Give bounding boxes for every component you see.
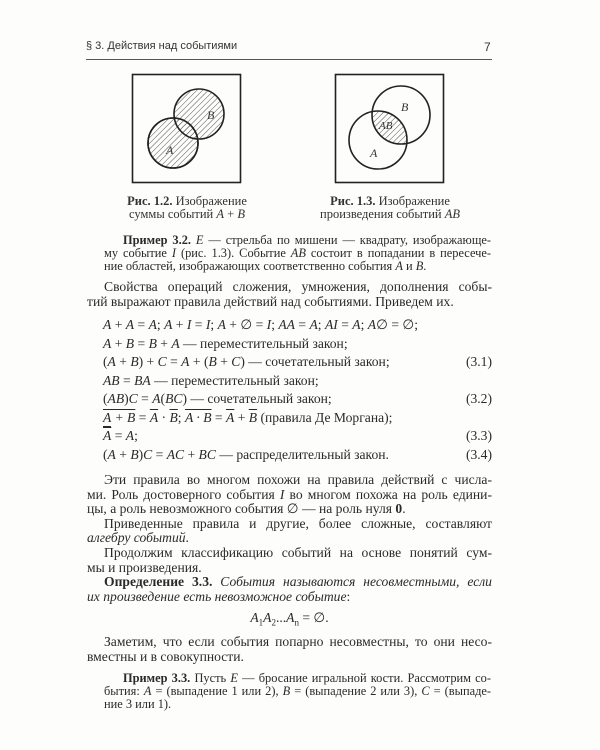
italic-run: C	[421, 683, 430, 698]
label-ab: AB	[379, 120, 393, 132]
bold-run: Рис. 1.3.	[330, 194, 376, 208]
text-run: ние областей, изображающих соответственно события	[104, 258, 396, 273]
equation-number: (3.3)	[465, 428, 492, 443]
circle-b	[174, 89, 224, 139]
text-run: и	[402, 258, 416, 273]
text-run: =	[134, 317, 149, 332]
text-run: =	[119, 372, 135, 388]
italic-run: B	[125, 335, 135, 351]
equation-number: (3.4)	[465, 446, 492, 462]
text-line	[117, 208, 257, 221]
bold-run: Пример 3.2.	[123, 233, 191, 247]
text-line	[300, 208, 480, 221]
text-run: ) — сочетательный закон;	[240, 354, 390, 369]
italic-run: B	[130, 446, 139, 462]
text-run: ) +	[138, 354, 158, 369]
text-run: Заметим, что если события попарно несовместны, то они несо-	[104, 634, 492, 649]
label-a: A	[166, 143, 174, 157]
text-run: =	[294, 317, 310, 332]
running-header-title: § 3. Действия над событиями	[86, 40, 238, 52]
text-line	[87, 502, 492, 517]
text-run: =	[191, 317, 206, 332]
text-run: =	[211, 409, 226, 425]
bold-run: Пример 3.3.	[123, 671, 191, 685]
text-run: ;	[156, 317, 165, 332]
italic-run: AB	[444, 207, 460, 221]
text-run: Изображение	[375, 194, 450, 208]
text-run: ∅ = ∅;	[376, 317, 419, 332]
bold-run: Определение 3.3.	[104, 574, 213, 590]
overlined-run: $\overline{A}$	[225, 409, 235, 425]
subscript: 1	[258, 617, 264, 628]
italic-run: I	[266, 317, 272, 332]
text-run: = ∅.	[298, 610, 329, 625]
italic-run: B	[148, 335, 157, 351]
italic-run: A	[367, 317, 377, 332]
double-overlined-run: $\overline{A}$	[103, 428, 112, 443]
text-run: +	[216, 354, 232, 369]
text-run: +	[115, 354, 131, 369]
text-run: — переместительный закон;	[179, 335, 348, 351]
text-line	[87, 546, 492, 561]
italic-run: A	[263, 610, 272, 625]
text-run: Изображение	[172, 194, 247, 208]
italic-run: A	[103, 317, 112, 332]
text-run: =	[134, 335, 149, 351]
text-run: му событие	[104, 245, 172, 260]
italic-run: A	[107, 446, 116, 462]
page-number: 7	[484, 40, 491, 54]
italic-run: A	[216, 207, 225, 221]
formula-expression	[103, 446, 389, 465]
text-run: +	[156, 335, 172, 351]
italic-run: A	[250, 610, 259, 625]
italic-run: C	[231, 354, 241, 369]
text-run: +	[111, 335, 126, 351]
equation-number: (3.2)	[465, 391, 492, 406]
overlined-run: A · B	[184, 409, 212, 425]
text-line	[87, 575, 492, 590]
text-line	[87, 488, 492, 503]
text-run: =	[135, 409, 150, 425]
overlined-run: $\overline{A}$	[149, 409, 159, 425]
italic-run: A	[217, 317, 226, 332]
text-run: — распределительный закон.	[215, 446, 389, 462]
text-run: ;	[360, 317, 368, 332]
overlined-run: A + B	[103, 409, 136, 425]
italic-run: AB	[103, 372, 120, 388]
text-line	[87, 280, 492, 295]
text-run: (	[160, 391, 166, 406]
italic-run: C	[157, 354, 167, 369]
italic-run: B	[415, 258, 424, 273]
text-run: +	[111, 317, 126, 332]
text-run: +	[224, 207, 238, 221]
italic-run: I	[279, 486, 285, 502]
text-line	[104, 260, 491, 273]
text-run: — бросание игральной кости. Рассмотрим со-	[237, 671, 492, 685]
italic-run: C	[143, 446, 153, 462]
formula-list	[103, 316, 492, 464]
italic-run: A	[171, 335, 180, 351]
text-line	[87, 517, 492, 532]
label-b: B	[401, 100, 409, 114]
text-line	[87, 531, 492, 546]
text-run: состоит в попадании в пересече-	[305, 245, 491, 260]
text-run: ...	[275, 610, 287, 625]
italic-run: B	[237, 207, 245, 221]
text-line	[104, 698, 491, 711]
paragraph-note	[87, 635, 492, 664]
overlined-run: $\overline{B}$	[248, 409, 258, 425]
text-run: мы и произведения.	[87, 559, 202, 575]
text-run: )	[138, 446, 144, 462]
text-run: во многом похожа на роль едини-	[284, 486, 492, 502]
text-run: :	[346, 588, 351, 604]
italic-run: A	[143, 683, 152, 698]
text-line	[87, 561, 492, 576]
text-run: ;	[271, 317, 279, 332]
italic-run: BA	[134, 372, 151, 388]
formula-expression	[103, 409, 392, 428]
text-run: +	[115, 446, 131, 462]
italic-run: A	[125, 428, 135, 443]
italic-run: B	[208, 354, 217, 369]
text-run: Продолжим классификацию событий на основе понятий сум-	[104, 544, 492, 560]
formula-expression	[103, 353, 390, 372]
text-run: Свойства операций сложения, умножения, дополнения собы-	[104, 279, 492, 294]
text-run: Приведенные правила и другие, более сложные, составляют	[104, 515, 492, 531]
formula-row	[103, 427, 492, 446]
text-line	[87, 590, 492, 605]
italic-run: AC	[166, 446, 185, 462]
formula-row	[103, 353, 492, 372]
italic-run: I	[186, 317, 192, 332]
text-run: .	[423, 258, 427, 273]
italic-run: их произведение есть невозможное событие	[87, 588, 347, 604]
formula-expression	[103, 335, 348, 354]
italic-run: алгебру событий	[87, 530, 186, 546]
figure-1-2-sum-diagram	[130, 72, 244, 186]
italic-run: A	[309, 317, 318, 332]
italic-run: A	[286, 610, 295, 625]
text-run: бытия:	[104, 683, 144, 698]
text-run: = (выпадение 2 или 3),	[290, 683, 422, 698]
italic-run: A	[164, 317, 173, 332]
italic-run: AB	[290, 245, 306, 260]
text-run: произведения событий	[320, 207, 445, 221]
bold-run: 0	[395, 501, 403, 517]
label-b: B	[207, 108, 215, 122]
text-run: +	[184, 446, 199, 462]
text-run: =	[152, 446, 167, 462]
formula-expression	[103, 427, 138, 446]
paragraph-properties	[87, 280, 492, 309]
formula-row	[103, 409, 492, 428]
italic-run: A	[152, 391, 161, 406]
text-run: = (выпадение 1 или 2),	[151, 683, 283, 698]
formula-row	[103, 335, 492, 354]
italic-run: BC	[198, 446, 216, 462]
example-3-2	[104, 234, 491, 273]
italic-run: A	[148, 317, 157, 332]
text-run: суммы событий	[129, 207, 217, 221]
italic-run: BC	[165, 391, 183, 406]
text-line	[87, 473, 492, 488]
text-run: — переместительный закон;	[150, 372, 319, 388]
text-run: + (	[189, 354, 209, 369]
text-run: =	[166, 354, 182, 369]
figure-1-2-caption	[117, 195, 257, 221]
italic-run: A	[395, 258, 403, 273]
italic-run: A	[352, 317, 361, 332]
text-run: ;	[177, 409, 185, 425]
formula-row	[103, 316, 492, 335]
subscript: n	[294, 617, 299, 628]
label-a: A	[370, 146, 378, 160]
text-run: ) — сочетательный закон;	[182, 391, 332, 406]
italic-run: AB	[107, 391, 125, 406]
italic-run: A	[103, 335, 112, 351]
bold-run: Рис. 1.2.	[127, 194, 173, 208]
text-run: +	[234, 409, 249, 425]
text-run: + ∅ =	[225, 317, 267, 332]
overlined-run: $\overline{B}$	[169, 409, 178, 425]
text-run: =	[111, 428, 126, 443]
definition-formula	[87, 611, 492, 630]
italic-run: B	[282, 683, 291, 698]
italic-run: I	[171, 245, 176, 260]
text-run: ·	[158, 409, 170, 425]
formula-row	[103, 446, 492, 465]
text-line	[87, 295, 492, 310]
text-line	[87, 635, 492, 650]
text-run: цы, а роль невозможного события ∅ — на роль нуля	[87, 501, 396, 517]
italic-run: C	[128, 391, 138, 406]
text-run: Пусть	[190, 671, 231, 685]
figure-1-3-product-diagram	[333, 72, 447, 186]
text-run: =	[337, 317, 353, 332]
figure-1-3-caption	[300, 195, 480, 221]
italic-run: A	[125, 317, 135, 332]
italic-run: События называются несовместными, если	[220, 574, 492, 590]
subscript: 2	[271, 617, 276, 628]
text-run: тий выражают правила действий над событиями. Приведем их.	[87, 293, 454, 309]
italic-run: A	[107, 354, 116, 369]
paragraph-rules	[87, 473, 492, 604]
italic-run: B	[130, 354, 139, 369]
text-line	[87, 650, 492, 665]
italic-run: AI	[324, 317, 338, 332]
text-run: ми. Роль достоверного события	[87, 486, 280, 502]
formula-expression	[103, 390, 332, 409]
equation-number: (3.1)	[465, 354, 492, 369]
text-run: (	[103, 391, 108, 406]
italic-run: AA	[278, 317, 295, 332]
text-run: Эти правила во многом похожи на правила действий с числа-	[104, 472, 492, 487]
text-run: ;	[210, 317, 218, 332]
text-run: +	[172, 317, 187, 332]
italic-run: E	[230, 671, 238, 685]
italic-run: E	[195, 233, 204, 247]
italic-run: A	[181, 354, 190, 369]
text-run: вместны и в совокупности.	[87, 648, 244, 664]
header-rule	[86, 59, 492, 60]
formula-row	[103, 390, 492, 409]
text-run: (правила Де Моргана);	[257, 409, 393, 425]
text-run: (рис. 1.3). Событие	[176, 245, 291, 260]
italic-run: I	[205, 317, 211, 332]
text-run: ние 3 или 1).	[104, 696, 172, 711]
text-run: .	[185, 530, 189, 546]
text-run: — стрельба по мишени — квадрату, изображающе-	[203, 233, 491, 247]
text-run: (	[103, 446, 108, 462]
text-run: )	[124, 391, 129, 406]
text-run: =	[137, 391, 153, 406]
example-3-3	[104, 672, 491, 711]
text-run: ;	[134, 428, 138, 443]
text-run: (	[103, 354, 108, 369]
text-run: .	[402, 501, 406, 517]
formula-expression	[103, 316, 418, 335]
formula-expression	[103, 372, 319, 391]
text-run: = (выпаде-	[429, 683, 491, 698]
text-run: ;	[317, 317, 325, 332]
formula-row	[103, 372, 492, 391]
